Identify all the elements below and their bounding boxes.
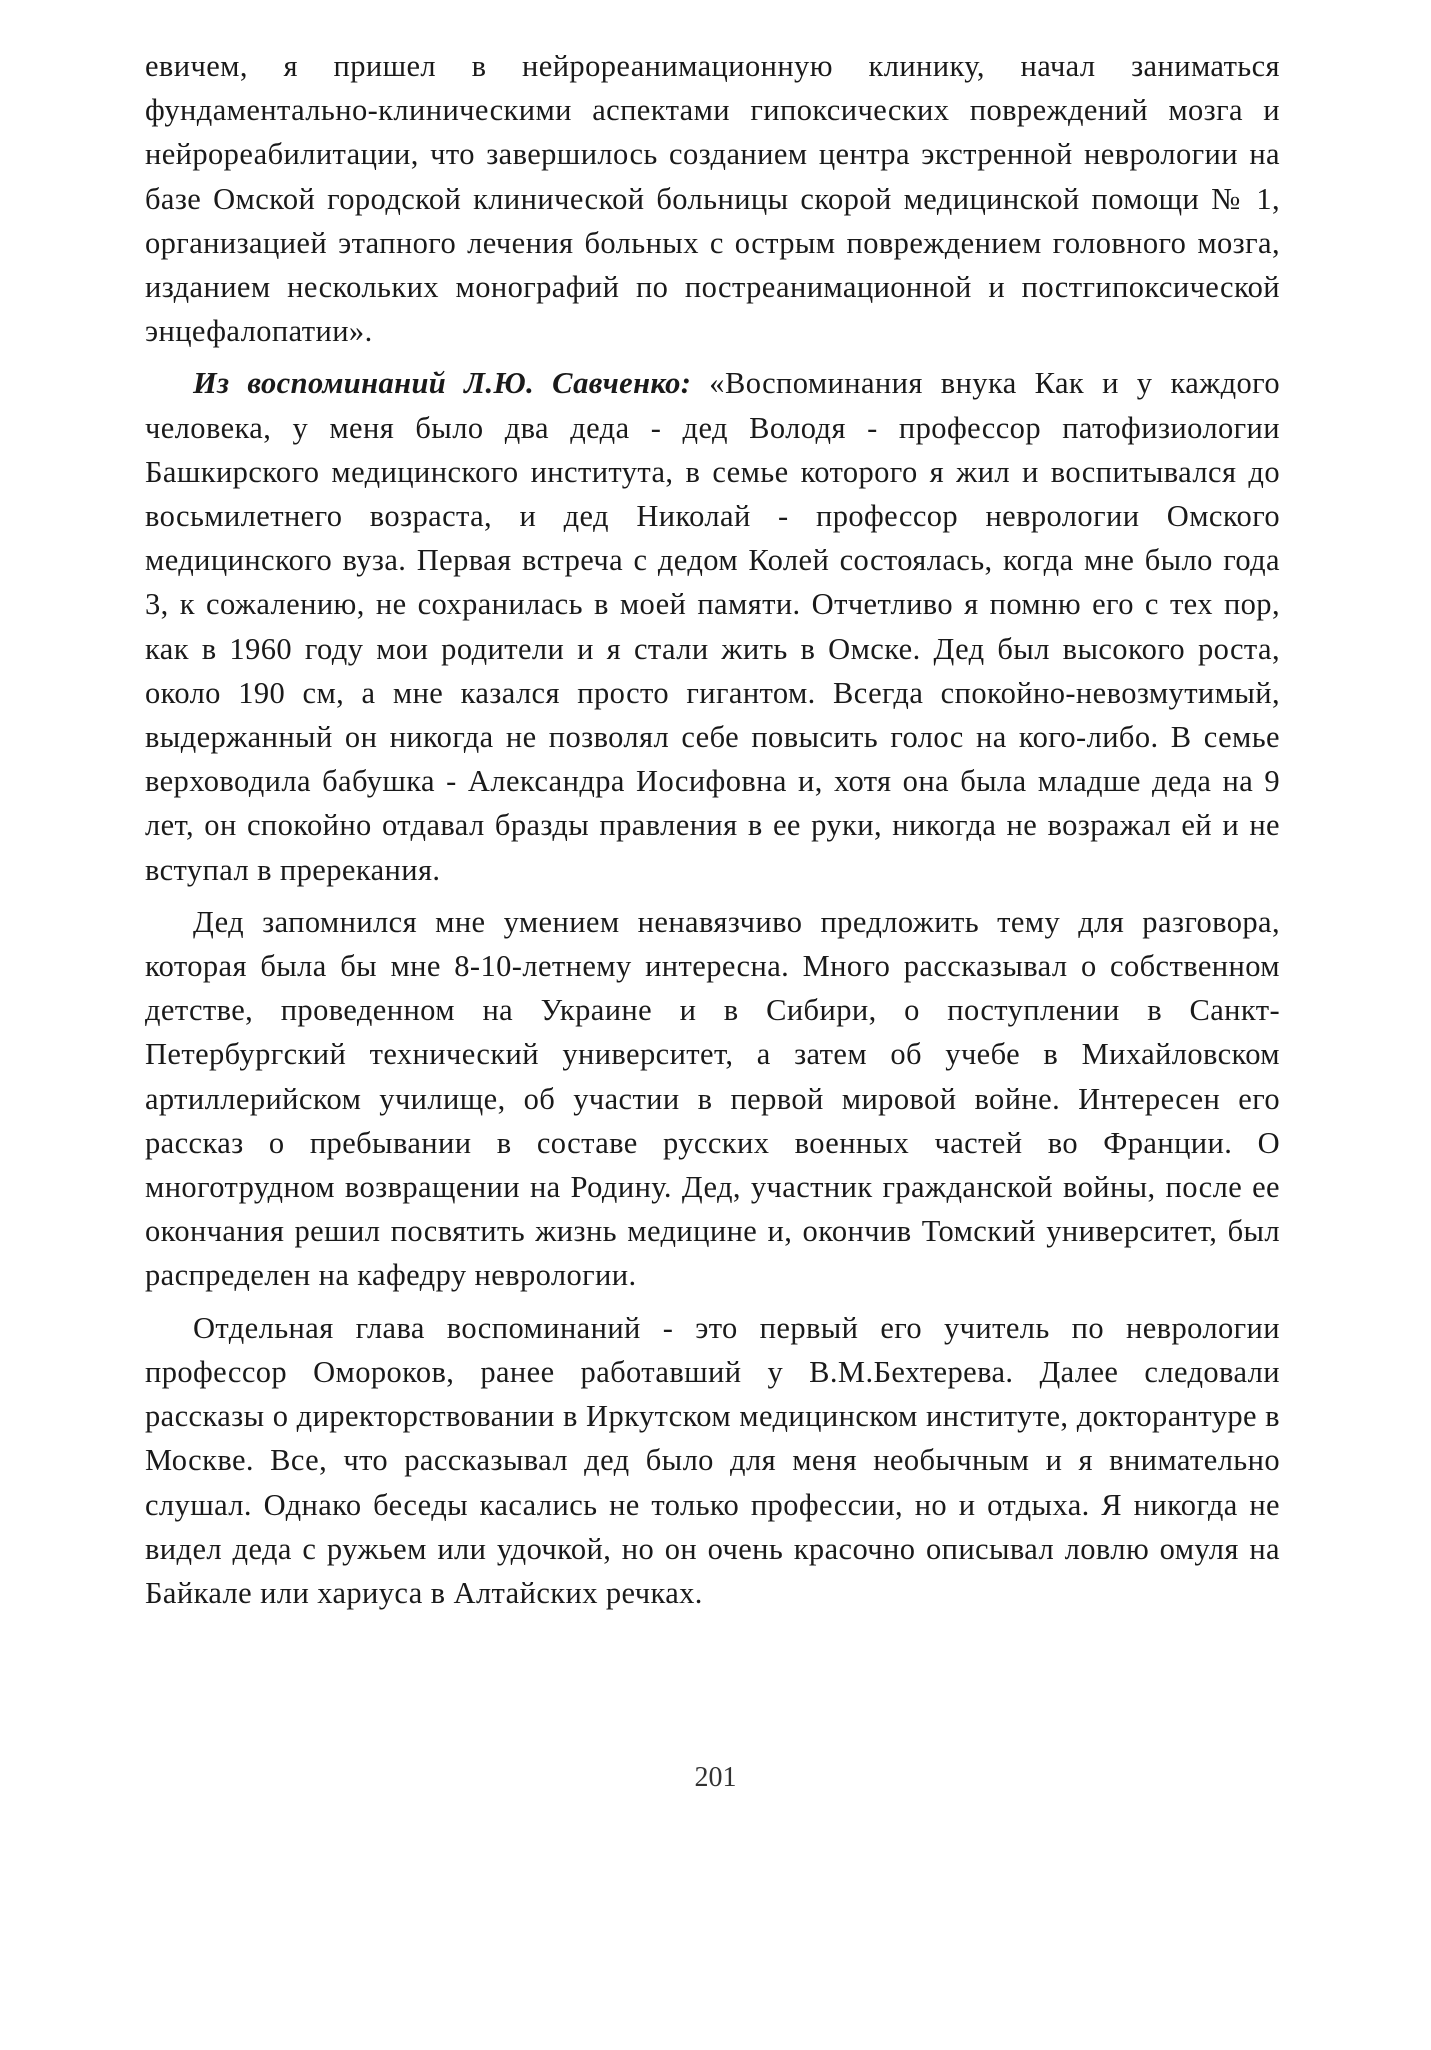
page-body [145, 44, 1280, 1623]
paragraph-1: евичем, я пришел в нейрореанимационную клинику, начал заниматься фундаментально-клиническими аспектами гипоксических повреждений мозга и нейрореабилитации, что завершилось созданием центра экстренной неврологии на базе Омской городской клинической больницы скорой медицинской помощи № 1, организацией этапного лечения больных с острым повреждением головного мозга, изданием нескольких монографий по постреанимационной и постгипоксической энцефалопатии». [145, 49, 1280, 349]
paragraph-4: Отдельная глава воспоминаний - это первый его учитель по неврологии профессор Омороков, ранее работавший у В.М.Бехтерева. Далее следовали рассказы о директорствовании в Иркутском медицинском институте, докторантуре в Москве. Все, что рассказывал дед было для меня необычным и я внимательно слушал. Однако беседы касались не только профессии, но и отдыха. Я никогда не видел деда с ружьем или удочкой, но он очень красочно описывал ловлю омуля на Байкале или хариуса в Алтайских речках. [145, 1310, 1280, 1610]
paragraph-2 [145, 361, 1280, 891]
paragraph-2-text: «Воспоминания внука Как и у каждого человека, у меня было два деда - дед Володя - профессор патофизиологии Башкирского медицинского института, в семье которого я жил и воспитывался до восьмилетнего возраста, и дед Николай - профессор неврологии Омского медицинского вуза. Первая встреча с дедом Колей состоялась, когда мне было года 3, к сожалению, не сохранилась в моей памяти. Отчетливо я помню его с тех пор, как в 1960 году мои родители и я стали жить в Омске. Дед был высокого роста, около 190 см, а мне казался просто гигантом. Всегда спокойно-невозмутимый, выдержанный он никогда не позволял себе повысить голос на кого-либо. В семье верховодила бабушка - Александра Иосифовна и, хотя она была младше деда на 9 лет, он спокойно отдавал бразды правления в ее руки, никогда не возражал ей и не вступал в пререкания. [145, 366, 1280, 887]
page-number: 201 [694, 1762, 737, 1793]
source-label: Из воспоминаний Л.Ю. Савченко: [193, 366, 692, 401]
paragraph-3: Дед запомнился мне умением ненавязчиво предложить тему для разговора, которая была бы мне 8-10-летнему интересна. Много рассказывал о собственном детстве, проведенном на Украине и в Сибири, о поступлении в Санкт-Петербургский технический университет, а затем об учебе в Михайловском артиллерийском училище, об участии в первой мировой войне. Интересен его рассказ о пребывании в составе русских военных частей во Франции. О многотрудном возвращении на Родину. Дед, участник гражданской войны, после ее окончания решил посвятить жизнь медицине и, окончив Томский университет, был распределен на кафедру неврологии. [145, 904, 1280, 1293]
